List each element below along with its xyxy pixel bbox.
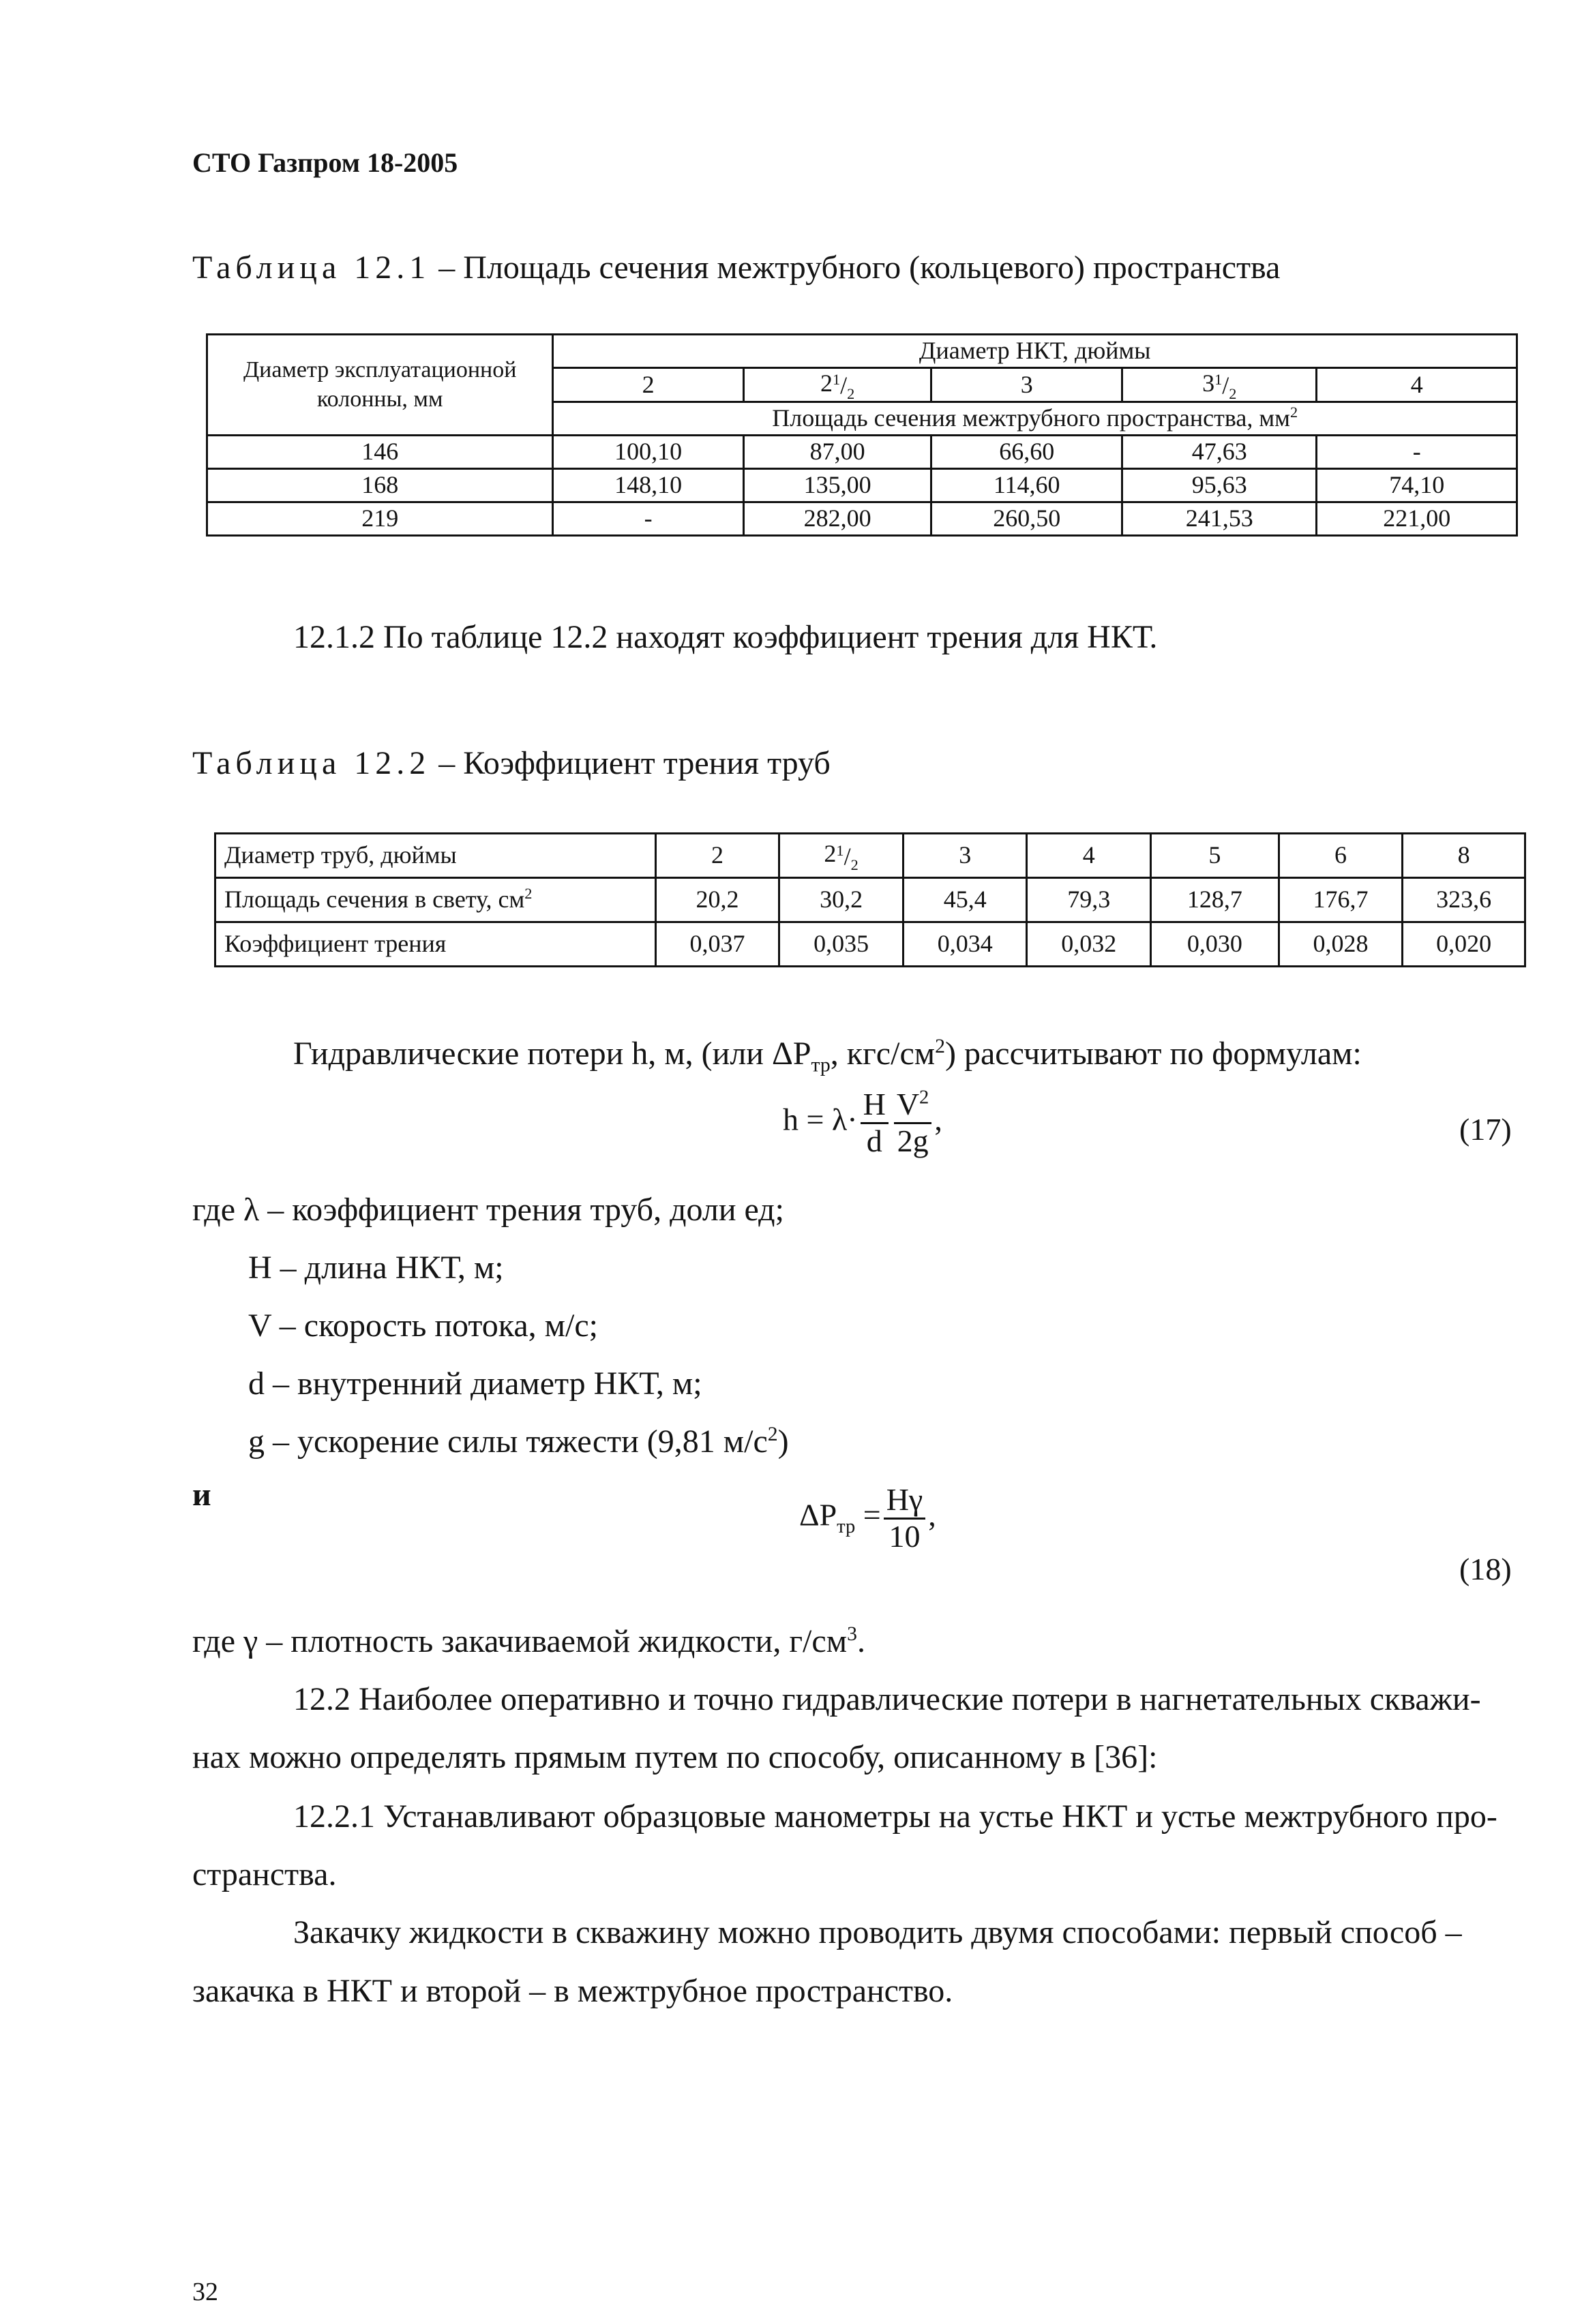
table-1-area-cell: - bbox=[1317, 436, 1517, 469]
table-2-caption-text: – Коэффициент трения труб bbox=[430, 745, 831, 781]
table-1-area-cell: 241,53 bbox=[1122, 502, 1317, 536]
table-1-area-header: Площадь сечения межтрубного пространства, $мм^2$ bbox=[553, 402, 1517, 435]
table-1-area-cell: 100,10 bbox=[553, 436, 744, 469]
losses-intro: Гидравлические потери h, м, (или $\Delta P_{тр}$, кгс/$см^2$) рассчитывают по формулам: bbox=[293, 1035, 1362, 1076]
formula-18: $\Delta P_{тр}$ = $\frac{H\gamma}{10}$ , bbox=[799, 1482, 936, 1554]
table-1-row-header: Диаметр эксплуатационной колонны, мм bbox=[207, 335, 553, 436]
table-2-row-diameter bbox=[215, 834, 1525, 878]
table-2-friction-cell: 0,034 bbox=[903, 922, 1027, 967]
where-gamma: где γ – плотность закачиваемой жидкости, $г/см^3$. bbox=[192, 1623, 865, 1659]
table-1-area-cell: 148,10 bbox=[553, 469, 744, 502]
table-2-diameter-2: $2^1/_2$ bbox=[779, 834, 904, 878]
table-1-casing-diameter: 146 bbox=[207, 436, 553, 469]
paragraph-12-1-2: 12.1.2 По таблице 12.2 находят коэффициент трения для НКТ. bbox=[293, 619, 1158, 655]
paragraph-12-2-1-line-1: 12.2.1 Устанавливают образцовые манометры на устье НКТ и устье межтрубного про- bbox=[293, 1798, 1497, 1835]
table-1-area-cell: 47,63 bbox=[1122, 436, 1317, 469]
table-2-friction-cell: 0,032 bbox=[1027, 922, 1151, 967]
table-2-area-cell: 128,7 bbox=[1151, 878, 1279, 922]
table-2-area-cell: 20,2 bbox=[655, 878, 779, 922]
table-2-caption bbox=[192, 744, 831, 782]
page-number: 32 bbox=[192, 2278, 218, 2306]
table-2-friction-cell: 0,037 bbox=[655, 922, 779, 967]
table-row bbox=[207, 502, 1517, 536]
formula-18-fraction: $\frac{H\gamma}{10}$ bbox=[884, 1483, 926, 1554]
table-friction-coefficient bbox=[214, 832, 1526, 967]
table-2-friction-cell: 0,028 bbox=[1279, 922, 1403, 967]
table-1-diameter-col-5: 4 bbox=[1317, 368, 1517, 402]
table-2-diameter-5: 5 bbox=[1151, 834, 1279, 878]
formula-17: h = λ· $\frac{H}{d}$ $\frac{V^2}{2g}$ , bbox=[783, 1087, 942, 1158]
table-1-casing-diameter: 168 bbox=[207, 469, 553, 502]
table-2-label-diameter: Диаметр труб, дюймы bbox=[215, 834, 656, 878]
table-2-area-cell: 30,2 bbox=[779, 878, 904, 922]
table-1-area-cell: 95,63 bbox=[1122, 469, 1317, 502]
table-2-row-friction bbox=[215, 922, 1525, 967]
table-2-row-area bbox=[215, 878, 1525, 922]
table-1-area-cell: 260,50 bbox=[931, 502, 1122, 536]
table-2-area-cell: 45,4 bbox=[903, 878, 1027, 922]
document-header: СТО Газпром 18-2005 bbox=[192, 147, 458, 178]
table-1-area-cell: 87,00 bbox=[743, 436, 931, 469]
where-d: d – внутренний диаметр НКТ, м; bbox=[248, 1365, 702, 1402]
table-1-area-cell: 135,00 bbox=[743, 469, 931, 502]
where-lambda: где λ – коэффициент трения труб, доли ед; bbox=[192, 1192, 784, 1228]
table-2-diameter-6: 6 bbox=[1279, 834, 1403, 878]
table-1-area-cell: 221,00 bbox=[1317, 502, 1517, 536]
where-g: g – ускорение силы тяжести (9,81 $м/с^2$) bbox=[248, 1423, 789, 1460]
table-2-caption-label: Таблица 12.2 bbox=[192, 745, 431, 781]
table-1-caption-label: Таблица 12.1 bbox=[192, 250, 431, 286]
table-1-diameter-col-1: 2 bbox=[553, 368, 744, 402]
table-2-area-cell: 79,3 bbox=[1027, 878, 1151, 922]
formula-17-fraction-v-2g: $\frac{V^2}{2g}$ bbox=[894, 1087, 932, 1158]
table-1-area-cell: 74,10 bbox=[1317, 469, 1517, 502]
paragraph-injection-line-1: Закачку жидкости в скважину можно проводить двумя способами: первый способ – bbox=[293, 1914, 1462, 1950]
formula-17-fraction-h-d: $\frac{H}{d}$ bbox=[861, 1087, 889, 1158]
paragraph-12-2-line-1: 12.2 Наиболее оперативно и точно гидравлические потери в нагнетательных скважи- bbox=[293, 1681, 1481, 1717]
table-1-caption bbox=[192, 249, 1280, 286]
paragraph-injection-line-2: закачка в НКТ и второй – в межтрубное пространство. bbox=[192, 1973, 953, 2009]
table-2-friction-cell: 0,035 bbox=[779, 922, 904, 967]
table-1-area-cell: 114,60 bbox=[931, 469, 1122, 502]
and-word: и bbox=[192, 1477, 211, 1513]
table-2-diameter-3: 3 bbox=[903, 834, 1027, 878]
where-v: V – скорость потока, м/с; bbox=[248, 1308, 598, 1344]
table-2-diameter-7: 8 bbox=[1403, 834, 1525, 878]
equation-number-18: (18) bbox=[1459, 1552, 1512, 1586]
table-1-body bbox=[207, 436, 1517, 536]
paragraph-12-2-1-line-2: странства. bbox=[192, 1856, 337, 1892]
table-1-area-cell: 66,60 bbox=[931, 436, 1122, 469]
table-2-label-area: Площадь сечения в свету, $см^2$ bbox=[215, 878, 656, 922]
table-1-diameter-col-2: $2^1/_2$ bbox=[743, 368, 931, 402]
table-row bbox=[207, 469, 1517, 502]
paragraph-12-2-line-2: нах можно определять прямым путем по способу, описанному в [36]: bbox=[192, 1739, 1158, 1775]
equation-number-17: (17) bbox=[1459, 1112, 1512, 1147]
table-1-area-cell: 282,00 bbox=[743, 502, 931, 536]
table-2-label-friction: Коэффициент трения bbox=[215, 922, 656, 967]
table-row bbox=[207, 436, 1517, 469]
table-2-diameter-1: 2 bbox=[655, 834, 779, 878]
table-1-diameter-col-3: 3 bbox=[931, 368, 1122, 402]
table-2-friction-cell: 0,030 bbox=[1151, 922, 1279, 967]
table-1-casing-diameter: 219 bbox=[207, 502, 553, 536]
table-1-diameter-col-4: $3^1/_2$ bbox=[1122, 368, 1317, 402]
table-annular-area bbox=[206, 333, 1518, 537]
table-1-group-header: Диаметр НКТ, дюймы bbox=[553, 335, 1517, 368]
table-2-area-cell: 323,6 bbox=[1403, 878, 1525, 922]
table-2-area-cell: 176,7 bbox=[1279, 878, 1403, 922]
table-1-caption-text: – Площадь сечения межтрубного (кольцевого) пространства bbox=[430, 250, 1281, 286]
table-2-diameter-4: 4 bbox=[1027, 834, 1151, 878]
where-h: H – длина НКТ, м; bbox=[248, 1250, 504, 1286]
table-1-area-cell: - bbox=[553, 502, 744, 536]
table-2-friction-cell: 0,020 bbox=[1403, 922, 1525, 967]
